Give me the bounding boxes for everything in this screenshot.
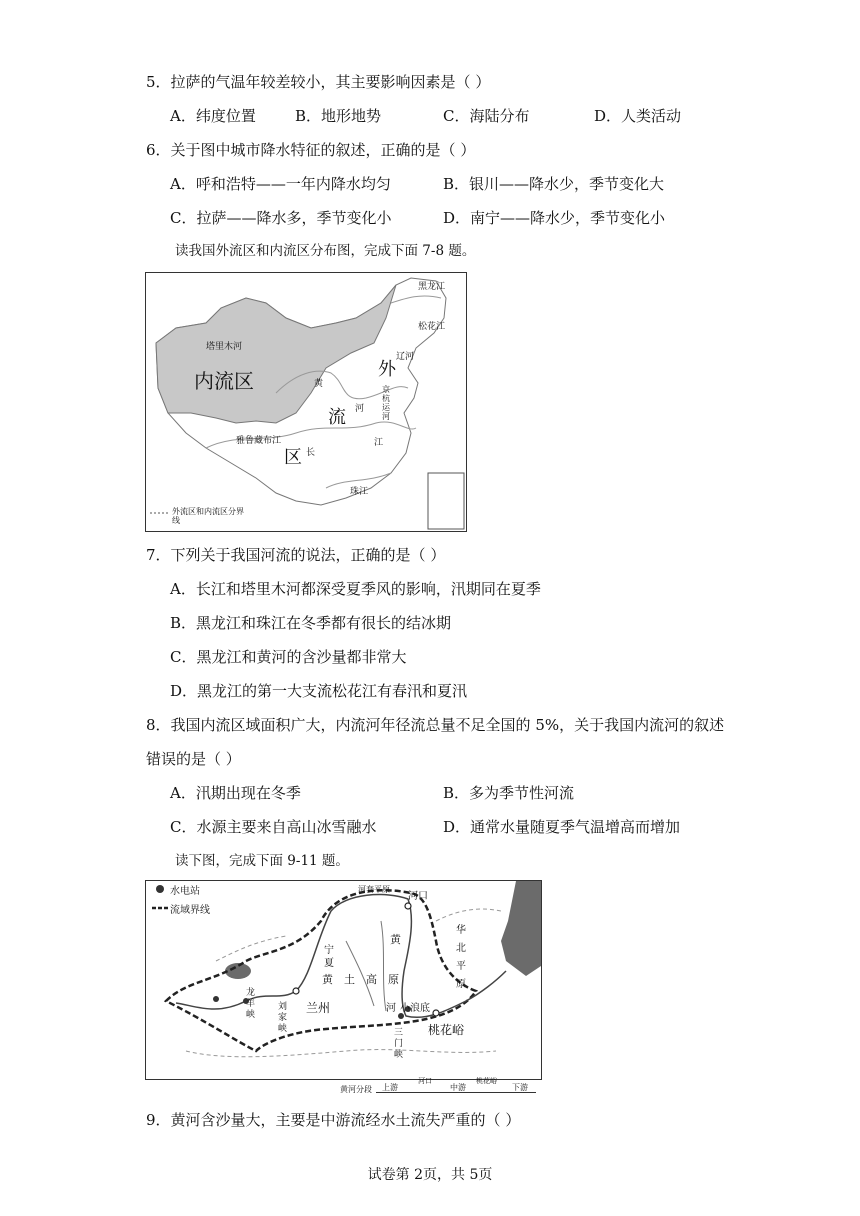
- label-jinghang: 京杭运河: [382, 385, 390, 421]
- q6-option-d: D．南宁——降水少，季节变化小: [443, 209, 666, 227]
- q6-option-c: C．拉萨——降水多，季节变化小: [170, 209, 392, 227]
- q5-stem: 5．拉萨的气温年较差较小，其主要影响因素是（ ）: [146, 73, 491, 91]
- label-huangtu-3: 高: [366, 973, 377, 986]
- label-liaohe: 辽河: [396, 352, 415, 362]
- label-zhujiang: 珠江: [350, 487, 369, 497]
- label-liujiaxia-2: 家: [278, 1013, 288, 1023]
- legend-station-label: 水电站: [170, 886, 200, 897]
- intro-9-11: 读下图，完成下面 9-11 题。: [175, 853, 349, 869]
- q6-stem: 6．关于图中城市降水特征的叙述，正确的是（ ）: [146, 141, 476, 159]
- segment-title: 黄河分段: [340, 1085, 372, 1094]
- q8-stem-line1: 8．我国内流区域面积广大，内流河年径流总量不足全国的 5%，关于我国内流河的叙述: [146, 716, 725, 734]
- q8-option-d: D．通常水量随夏季气温增高而增加: [443, 818, 681, 836]
- lanzhou-point: [293, 988, 299, 994]
- label-huabei-2: 北: [456, 943, 466, 954]
- label-sanmenxia-1: 三: [394, 1028, 404, 1038]
- south-sea-inset: [428, 473, 464, 529]
- label-huabei-3: 平: [456, 961, 466, 972]
- label-longyangxia-2: 羊: [246, 999, 256, 1009]
- label-liujiaxia-1: 刘: [278, 1002, 288, 1012]
- segment-taohuayu: 桃花峪: [476, 1077, 497, 1085]
- label-heilongjiang: 黑龙江: [418, 282, 446, 292]
- label-jiang: 江: [374, 438, 384, 448]
- q6-option-a: A．呼和浩特——一年内降水均匀: [170, 175, 391, 193]
- label-sanmenxia-3: 峡: [394, 1050, 404, 1060]
- sea-area: [501, 881, 541, 976]
- yellow-river-map: [145, 880, 542, 1080]
- q8-option-b: B．多为季节性河流: [443, 784, 575, 802]
- label-boundary-legend: 外流区和内流区分界线: [172, 507, 244, 525]
- label-longyangxia-3: 峡: [246, 1010, 256, 1020]
- segment-lower: 下游: [512, 1083, 528, 1092]
- longyangxia-station: [213, 996, 219, 1002]
- q5-option-c: C．海陆分布: [443, 107, 530, 125]
- label-he: 河: [355, 404, 365, 414]
- q8-option-c: C．水源主要来自高山冰雪融水: [170, 818, 377, 836]
- label-xiaolangdi: 小浪底: [400, 1003, 430, 1014]
- drainage-map: [145, 272, 467, 532]
- label-huang: 黄: [314, 379, 324, 389]
- heilong-river: [391, 296, 441, 303]
- q8-stem-line2: 错误的是（ ）: [146, 750, 241, 768]
- label-huangtu-4: 原: [388, 973, 399, 986]
- segment-hekou: 河口: [418, 1077, 432, 1085]
- taohuayu-point: [433, 1010, 439, 1016]
- label-chang: 长: [306, 448, 316, 458]
- q5-option-b: B．地形地势: [295, 107, 382, 125]
- river-segment-scale: [340, 1077, 540, 1098]
- q6-option-b: B．银川——降水少，季节变化大: [443, 175, 665, 193]
- q7-stem: 7．下列关于我国河流的说法，正确的是（ ）: [146, 546, 446, 564]
- label-huangtu-2: 土: [344, 973, 355, 986]
- q7-option-c: C．黑龙江和黄河的含沙量都非常大: [170, 648, 407, 666]
- q8-option-a: A．汛期出现在冬季: [170, 784, 301, 802]
- station-legend-marker: [156, 885, 164, 893]
- label-longyangxia-1: 龙: [246, 988, 256, 998]
- label-hetao-plain: 河套平原: [358, 885, 390, 894]
- label-liu: 流: [328, 407, 346, 428]
- label-liujiaxia-3: 峡: [278, 1024, 288, 1034]
- label-songhuajiang: 松花江: [418, 322, 446, 332]
- segment-middle: 中游: [450, 1083, 466, 1092]
- legend-boundary-label: 流域界线: [170, 905, 210, 916]
- intro-7-8: 读我国外流区和内流区分布图，完成下面 7-8 题。: [175, 243, 476, 259]
- label-wai: 外: [378, 359, 396, 380]
- label-ningxia-1: 宁: [324, 945, 334, 956]
- qinghai-lake: [225, 963, 251, 979]
- label-tarim: 塔里木河: [206, 342, 243, 352]
- q7-option-d: D．黑龙江的第一大支流松花江有春汛和夏汛: [170, 682, 468, 700]
- label-lanzhou: 兰州: [306, 1001, 331, 1015]
- label-taohuayu: 桃花峪: [428, 1023, 465, 1037]
- hekou-point: [405, 903, 411, 909]
- page-footer: 试卷第 2页，共 5页: [367, 1167, 493, 1183]
- label-qu: 区: [284, 447, 302, 468]
- q5-option-d: D．人类活动: [594, 107, 682, 125]
- q7-option-b: B．黑龙江和珠江在冬季都有很长的结冰期: [170, 614, 452, 632]
- label-yarlung: 雅鲁藏布江: [236, 436, 282, 446]
- label-huabei-1: 华: [456, 925, 466, 936]
- label-yellow-river-he: 河: [386, 1003, 396, 1014]
- q9-stem: 9．黄河含沙量大，主要是中游流经水土流失严重的（ ）: [146, 1111, 521, 1129]
- segment-upper: 上游: [382, 1083, 398, 1092]
- label-huangtu-1: 黄: [322, 973, 333, 986]
- label-yellow-river-huang: 黄: [390, 933, 401, 946]
- drainage-map-graphic: [146, 273, 466, 531]
- label-hekou: 河口: [408, 891, 428, 902]
- q7-option-a: A．长江和塔里木河都深受夏季风的影响，汛期同在夏季: [170, 580, 541, 598]
- label-ningxia-2: 夏: [324, 958, 334, 969]
- label-inner-region: 内流区: [194, 369, 254, 393]
- q5-option-a: A．纬度位置: [170, 107, 256, 125]
- label-sanmenxia-2: 门: [394, 1039, 404, 1049]
- label-huabei-4: 原: [456, 979, 466, 990]
